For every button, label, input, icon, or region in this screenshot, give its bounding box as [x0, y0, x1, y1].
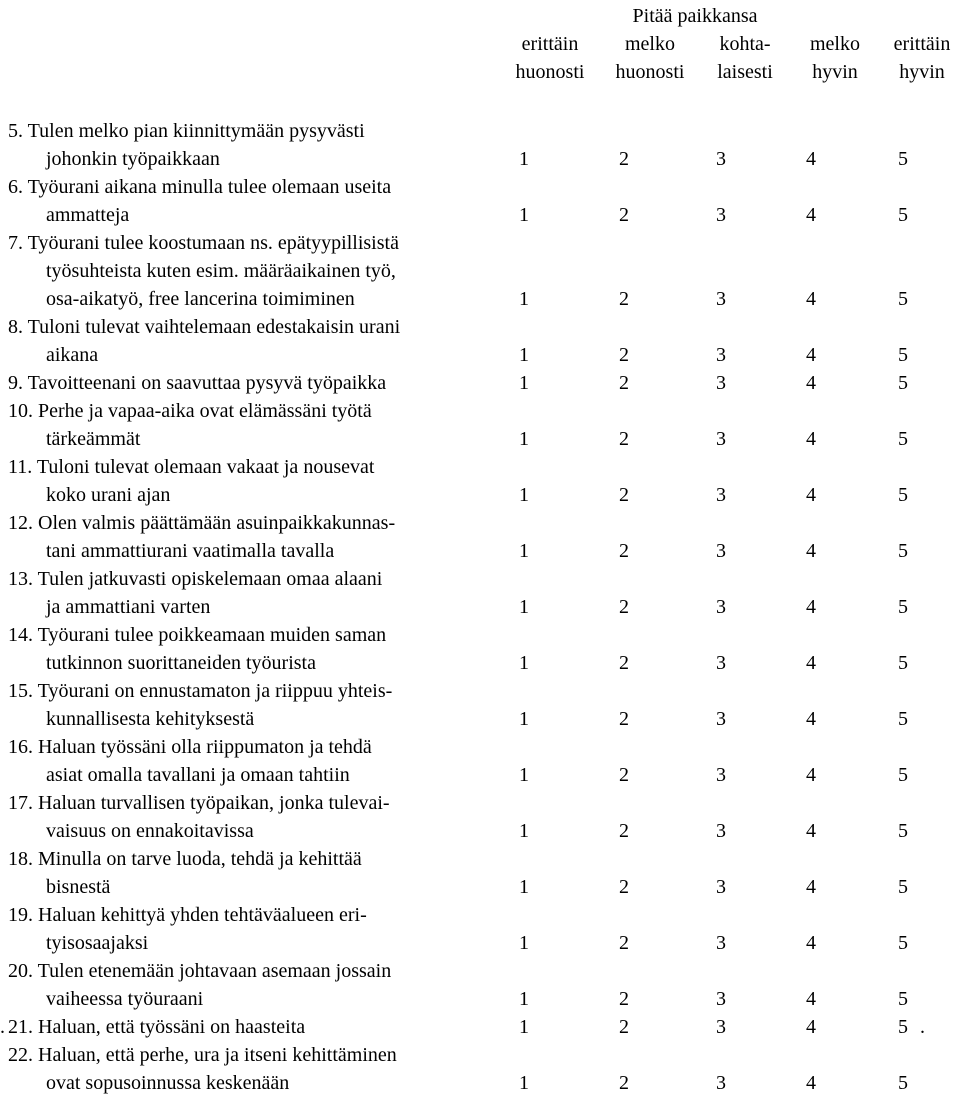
question-continuation-line: tutkinnon suorittaneiden työurista: [46, 652, 316, 674]
rating-option-1[interactable]: 1: [519, 204, 529, 226]
rating-scale[interactable]: [0, 425, 960, 453]
rating-scale[interactable]: [0, 985, 960, 1013]
rating-option-3[interactable]: 3: [716, 708, 726, 730]
rating-scale[interactable]: [0, 761, 960, 789]
rating-option-3[interactable]: 3: [716, 652, 726, 674]
header-col-4: melko hyvin: [810, 33, 860, 83]
rating-option-5[interactable]: 5: [898, 288, 908, 310]
rating-option-5[interactable]: 5: [898, 876, 908, 898]
rating-scale[interactable]: [0, 145, 960, 173]
rating-option-4[interactable]: 4: [806, 652, 816, 674]
rating-option-2[interactable]: 2: [619, 708, 629, 730]
rating-scale[interactable]: [0, 537, 960, 565]
rating-option-1[interactable]: 1: [519, 428, 529, 450]
rating-option-3[interactable]: 3: [716, 988, 726, 1010]
rating-option-2[interactable]: 2: [619, 596, 629, 618]
rating-option-2[interactable]: 2: [619, 204, 629, 226]
question-continuation-line: osa-aikatyö, free lancerina toimiminen: [46, 288, 355, 310]
question-first-line: 20. Tulen etenemään johtavaan asemaan jossain: [8, 960, 392, 982]
rating-option-5[interactable]: 5: [898, 148, 908, 170]
question-item: [0, 845, 960, 901]
rating-option-1[interactable]: 1: [519, 540, 529, 562]
stray-mark-left: .: [0, 1016, 5, 1038]
rating-option-5[interactable]: 5: [898, 344, 908, 366]
question-first-line: 9. Tavoitteenani on saavuttaa pysyvä työpaikka: [8, 372, 387, 394]
header-col-5: erittäin hyvin: [893, 33, 951, 83]
question-first-line: 16. Haluan työssäni olla riippumaton ja tehdä: [8, 736, 372, 758]
question-continuation-line: johonkin työpaikkaan: [46, 148, 220, 170]
rating-option-1[interactable]: 1: [519, 288, 529, 310]
rating-option-3[interactable]: 3: [716, 596, 726, 618]
question-continuation-line: bisnestä: [46, 876, 111, 898]
rating-option-1[interactable]: 1: [519, 372, 529, 394]
rating-scale[interactable]: [0, 369, 960, 397]
question-first-line: 22. Haluan, että perhe, ura ja itseni kehittäminen: [8, 1044, 397, 1066]
rating-option-4[interactable]: 4: [806, 428, 816, 450]
rating-option-3[interactable]: 3: [716, 344, 726, 366]
rating-option-3[interactable]: 3: [716, 372, 726, 394]
question-item: [0, 621, 960, 677]
rating-option-3[interactable]: 3: [716, 204, 726, 226]
question-item: [0, 509, 960, 565]
rating-option-4[interactable]: 4: [806, 148, 816, 170]
rating-option-5[interactable]: 5: [898, 372, 908, 394]
rating-option-2[interactable]: 2: [619, 820, 629, 842]
rating-option-5[interactable]: 5: [898, 596, 908, 618]
rating-option-3[interactable]: 3: [716, 148, 726, 170]
questionnaire-items: [0, 117, 960, 1097]
rating-option-1[interactable]: 1: [519, 344, 529, 366]
rating-option-1[interactable]: 1: [519, 148, 529, 170]
rating-option-1[interactable]: 1: [519, 876, 529, 898]
question-first-line: 15. Työurani on ennustamaton ja riippuu yhteis-: [8, 680, 393, 702]
question-item: [0, 1041, 960, 1097]
rating-option-3[interactable]: 3: [716, 1072, 726, 1094]
question-item: [0, 173, 960, 229]
rating-scale[interactable]: [0, 929, 960, 957]
rating-option-4[interactable]: 4: [806, 988, 816, 1010]
question-item: [0, 733, 960, 789]
rating-option-2[interactable]: 2: [619, 428, 629, 450]
rating-option-3[interactable]: 3: [716, 1016, 726, 1038]
rating-option-2[interactable]: 2: [619, 1072, 629, 1094]
question-first-line: 10. Perhe ja vapaa-aika ovat elämässäni työtä: [8, 400, 372, 422]
stray-mark-right: .: [920, 1016, 925, 1038]
rating-option-2[interactable]: 2: [619, 148, 629, 170]
rating-option-1[interactable]: 1: [519, 988, 529, 1010]
header-col-3: kohta- laisesti: [717, 33, 773, 83]
question-item: [0, 117, 960, 173]
question-continuation-line: koko urani ajan: [46, 484, 171, 506]
rating-option-4[interactable]: 4: [806, 204, 816, 226]
header-col-1: erittäin huonosti: [515, 33, 585, 83]
question-item: [0, 229, 960, 313]
question-first-line: 17. Haluan turvallisen työpaikan, jonka tulevai-: [8, 792, 390, 814]
rating-option-1[interactable]: 1: [519, 932, 529, 954]
rating-option-4[interactable]: 4: [806, 932, 816, 954]
rating-option-3[interactable]: 3: [716, 932, 726, 954]
rating-option-2[interactable]: 2: [619, 288, 629, 310]
rating-option-2[interactable]: 2: [619, 652, 629, 674]
question-item: [0, 313, 960, 369]
scale-group-label: Pitää paikkansa: [632, 5, 758, 27]
question-first-line: 18. Minulla on tarve luoda, tehdä ja kehittää: [8, 848, 362, 870]
question-first-line: 21. Haluan, että työssäni on haasteita: [8, 1016, 306, 1038]
rating-option-4[interactable]: 4: [806, 708, 816, 730]
rating-option-5[interactable]: 5: [898, 1072, 908, 1094]
rating-option-1[interactable]: 1: [519, 1016, 529, 1038]
rating-option-5[interactable]: 5: [898, 708, 908, 730]
rating-option-3[interactable]: 3: [716, 820, 726, 842]
question-first-line: 8. Tuloni tulevat vaihtelemaan edestakaisin urani: [8, 316, 401, 338]
rating-option-4[interactable]: 4: [806, 344, 816, 366]
rating-option-5[interactable]: 5: [898, 932, 908, 954]
question-continuation-line: tärkeämmät: [46, 428, 141, 450]
rating-option-2[interactable]: 2: [619, 932, 629, 954]
rating-option-3[interactable]: 3: [716, 876, 726, 898]
rating-option-4[interactable]: 4: [806, 540, 816, 562]
rating-option-4[interactable]: 4: [806, 1072, 816, 1094]
rating-option-2[interactable]: 2: [619, 540, 629, 562]
rating-option-4[interactable]: 4: [806, 764, 816, 786]
question-continuation-line: ammatteja: [46, 204, 130, 226]
rating-option-3[interactable]: 3: [716, 428, 726, 450]
rating-option-5[interactable]: 5: [898, 484, 908, 506]
question-continuation-line: vaisuus on ennakoitavissa: [46, 820, 254, 842]
rating-option-4[interactable]: 4: [806, 484, 816, 506]
rating-option-4[interactable]: 4: [806, 820, 816, 842]
rating-scale[interactable]: [0, 285, 960, 313]
question-continuation-line: ja ammattiani varten: [46, 596, 211, 618]
question-item: [0, 397, 960, 453]
question-item: [0, 957, 960, 1013]
question-first-line: 11. Tuloni tulevat olemaan vakaat ja nousevat: [8, 456, 375, 478]
rating-option-2[interactable]: 2: [619, 484, 629, 506]
rating-option-5[interactable]: 5: [898, 820, 908, 842]
rating-option-4[interactable]: 4: [806, 372, 816, 394]
question-item: [0, 453, 960, 509]
question-item: [0, 901, 960, 957]
question-first-line: 7. Työurani tulee koostumaan ns. epätyypillisistä: [8, 232, 399, 254]
rating-option-1[interactable]: 1: [519, 652, 529, 674]
rating-option-3[interactable]: 3: [716, 764, 726, 786]
question-continuation-line: vaiheessa työuraani: [46, 988, 204, 1010]
rating-option-3[interactable]: 3: [716, 484, 726, 506]
rating-scale[interactable]: [0, 873, 960, 901]
header-col-2: melko huonosti: [615, 33, 685, 83]
rating-option-2[interactable]: 2: [619, 988, 629, 1010]
question-continuation-line: tani ammattiurani vaatimalla tavalla: [46, 540, 335, 562]
question-item: [0, 1013, 960, 1041]
rating-option-5[interactable]: 5: [898, 1016, 908, 1038]
rating-option-1[interactable]: 1: [519, 1072, 529, 1094]
rating-option-3[interactable]: 3: [716, 540, 726, 562]
rating-option-4[interactable]: 4: [806, 288, 816, 310]
question-first-line: 14. Työurani tulee poikkeamaan muiden saman: [8, 624, 387, 646]
rating-option-1[interactable]: 1: [519, 484, 529, 506]
rating-option-5[interactable]: 5: [898, 204, 908, 226]
rating-option-4[interactable]: 4: [806, 1016, 816, 1038]
question-item: [0, 369, 960, 397]
rating-option-1[interactable]: 1: [519, 596, 529, 618]
rating-option-5[interactable]: 5: [898, 428, 908, 450]
question-continuation-line: ovat sopusoinnussa keskenään: [46, 1072, 290, 1094]
question-item: [0, 677, 960, 733]
rating-option-3[interactable]: 3: [716, 288, 726, 310]
question-continuation-line: aikana: [46, 344, 99, 366]
rating-option-4[interactable]: 4: [806, 596, 816, 618]
question-item: [0, 565, 960, 621]
rating-option-2[interactable]: 2: [619, 372, 629, 394]
rating-scale[interactable]: [0, 593, 960, 621]
rating-scale[interactable]: [0, 705, 960, 733]
rating-scale[interactable]: [0, 817, 960, 845]
rating-option-1[interactable]: 1: [519, 708, 529, 730]
question-first-line: 6. Työurani aikana minulla tulee olemaan useita: [8, 176, 392, 198]
rating-scale[interactable]: [0, 341, 960, 369]
rating-option-5[interactable]: 5: [898, 988, 908, 1010]
rating-option-2[interactable]: 2: [619, 764, 629, 786]
rating-option-1[interactable]: 1: [519, 820, 529, 842]
question-item: [0, 789, 960, 845]
rating-option-2[interactable]: 2: [619, 344, 629, 366]
question-continuation-line: työsuhteista kuten esim. määräaikainen työ,: [46, 260, 396, 282]
rating-scale[interactable]: [0, 1013, 960, 1041]
rating-option-5[interactable]: 5: [898, 764, 908, 786]
question-first-line: 19. Haluan kehittyä yhden tehtäväalueen eri-: [8, 904, 367, 926]
question-continuation-line: kunnallisesta kehityksestä: [46, 708, 255, 730]
rating-scale[interactable]: [0, 481, 960, 509]
rating-scale[interactable]: [0, 649, 960, 677]
rating-scale[interactable]: [0, 1069, 960, 1097]
question-first-line: 12. Olen valmis päättämään asuinpaikkakunnas-: [8, 512, 396, 534]
question-continuation-line: asiat omalla tavallani ja omaan tahtiin: [46, 764, 350, 786]
rating-option-1[interactable]: 1: [519, 764, 529, 786]
rating-option-2[interactable]: 2: [619, 876, 629, 898]
rating-option-5[interactable]: 5: [898, 540, 908, 562]
rating-option-5[interactable]: 5: [898, 652, 908, 674]
rating-option-2[interactable]: 2: [619, 1016, 629, 1038]
rating-option-4[interactable]: 4: [806, 876, 816, 898]
question-first-line: 13. Tulen jatkuvasti opiskelemaan omaa alaani: [8, 568, 383, 590]
rating-scale[interactable]: [0, 201, 960, 229]
question-first-line: 5. Tulen melko pian kiinnittymään pysyvästi: [8, 120, 365, 142]
question-continuation-line: tyisosaajaksi: [46, 932, 149, 954]
